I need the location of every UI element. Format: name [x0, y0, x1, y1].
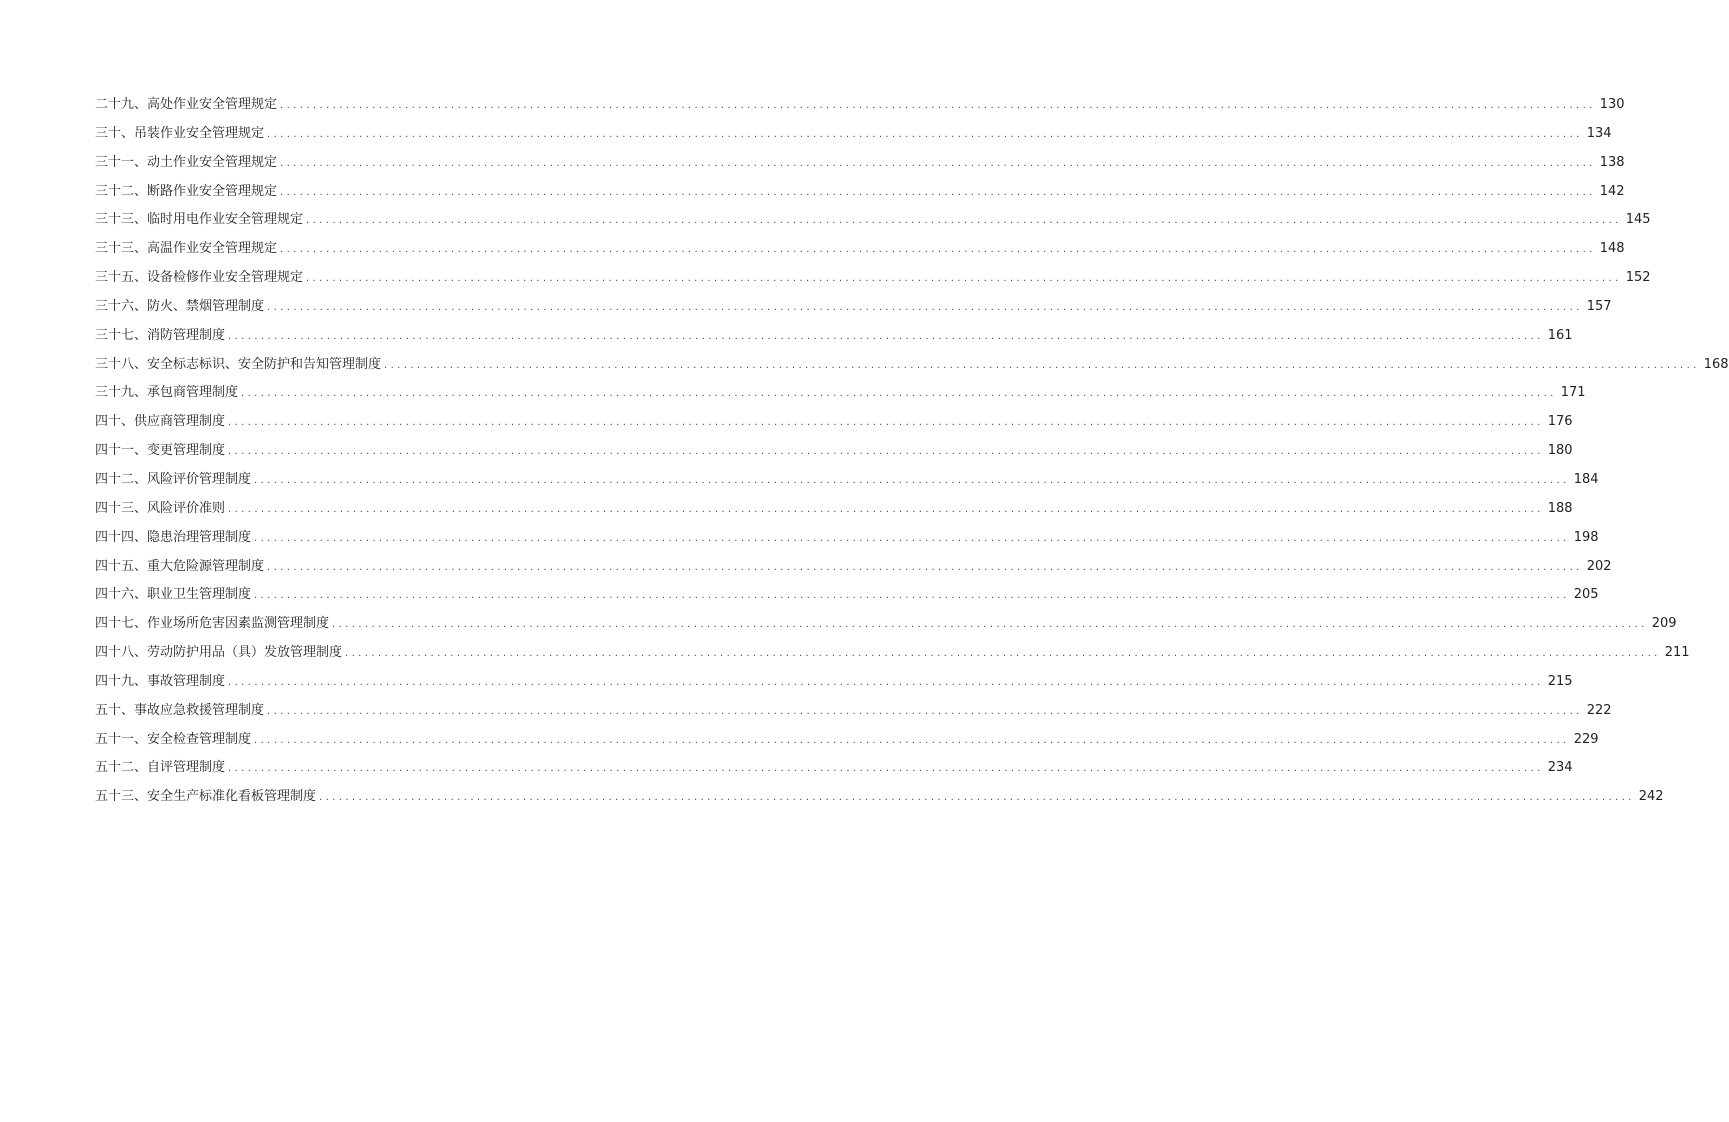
toc-entry[interactable]: [95, 499, 1573, 528]
toc-entry-page: 161: [1547, 327, 1573, 343]
dot-leader: ........................................................................................................................................................................................................: [267, 705, 1583, 717]
toc-entry-page: 209: [1651, 616, 1677, 632]
dot-leader: ........................................................................................................................................................................................................: [267, 561, 1583, 573]
toc-entry-title: 三十三、高温作业安全管理规定: [95, 241, 278, 257]
dot-leader: ........................................................................................................................................................................................................: [267, 128, 1583, 140]
dot-leader: ........................................................................................................................................................................................................: [228, 446, 1544, 458]
dot-leader: ........................................................................................................................................................................................................: [241, 388, 1557, 400]
toc-entry-page: 157: [1586, 298, 1612, 314]
toc-entry-page: 222: [1586, 702, 1612, 718]
dot-leader: ........................................................................................................................................................................................................: [280, 100, 1596, 111]
dot-leader: ........................................................................................................................................................................................................: [319, 792, 1635, 804]
toc-entry-title: 四十一、变更管理制度: [95, 443, 226, 459]
dot-leader: ........................................................................................................................................................................................................: [267, 301, 1583, 313]
toc-entry-title: 二十九、高处作业安全管理规定: [95, 97, 278, 112]
toc-entry-title: 五十、事故应急救援管理制度: [95, 702, 265, 718]
toc-entry[interactable]: [95, 701, 1612, 730]
dot-leader: ........................................................................................................................................................................................................: [228, 417, 1544, 429]
toc-entry-page: 148: [1599, 241, 1625, 257]
toc-entry-page: 130: [1599, 97, 1625, 112]
toc-entry-title: 四十五、重大危险源管理制度: [95, 558, 265, 574]
toc-entry[interactable]: [95, 470, 1599, 499]
toc-entry[interactable]: [95, 557, 1612, 586]
dot-leader: ........................................................................................................................................................................................................: [228, 763, 1544, 775]
toc-entry-title: 三十九、承包商管理制度: [95, 385, 239, 401]
toc-entry[interactable]: [95, 153, 1625, 182]
toc-entry-page: 180: [1547, 443, 1573, 459]
toc-entry[interactable]: [95, 614, 1677, 643]
toc-entry-page: 229: [1573, 731, 1599, 747]
toc-entry-page: 188: [1547, 500, 1573, 516]
dot-leader: ........................................................................................................................................................................................................: [306, 273, 1622, 285]
toc-entry-page: 205: [1573, 587, 1599, 603]
toc-entry-title: 四十八、劳动防护用品（具）发放管理制度: [95, 645, 343, 661]
dot-leader: ........................................................................................................................................................................................................: [228, 330, 1544, 342]
toc-entry-page: 142: [1599, 183, 1625, 199]
toc-entry[interactable]: [95, 441, 1573, 470]
toc-entry[interactable]: [95, 787, 1664, 816]
dot-leader: ........................................................................................................................................................................................................: [280, 244, 1596, 256]
toc-entry-title: 四十七、作业场所危害因素监测管理制度: [95, 616, 330, 632]
toc-entry[interactable]: [95, 239, 1625, 268]
dot-leader: ........................................................................................................................................................................................................: [228, 676, 1544, 688]
dot-leader: ........................................................................................................................................................................................................: [332, 619, 1648, 631]
toc-entry-page: 202: [1586, 558, 1612, 574]
toc-entry[interactable]: [95, 672, 1573, 701]
toc-entry[interactable]: [95, 326, 1573, 355]
toc-entry-title: 三十五、设备检修作业安全管理规定: [95, 270, 304, 286]
toc-entry-title: 四十三、风险评价准则: [95, 500, 226, 516]
dot-leader: ........................................................................................................................................................................................................: [254, 474, 1570, 486]
dot-leader: ........................................................................................................................................................................................................: [254, 532, 1570, 544]
toc-entry[interactable]: [95, 730, 1599, 759]
toc-entry-title: 五十三、安全生产标准化看板管理制度: [95, 789, 317, 805]
toc-entry[interactable]: [95, 95, 1625, 124]
toc-entry[interactable]: [95, 758, 1573, 787]
toc-entry[interactable]: [95, 210, 1651, 239]
toc-entry[interactable]: [95, 528, 1599, 557]
toc-entry-page: 134: [1586, 125, 1612, 141]
toc-entry-page: 198: [1573, 529, 1599, 545]
dot-leader: ........................................................................................................................................................................................................: [384, 359, 1700, 371]
toc-entry-page: 184: [1573, 471, 1599, 487]
dot-leader: ........................................................................................................................................................................................................: [254, 734, 1570, 746]
toc-entry[interactable]: [95, 643, 1690, 672]
toc-entry[interactable]: [95, 182, 1625, 211]
toc-entry-title: 三十八、安全标志标识、安全防护和告知管理制度: [95, 356, 382, 372]
toc-entry-title: 三十六、防火、禁烟管理制度: [95, 298, 265, 314]
dot-leader: ........................................................................................................................................................................................................: [280, 186, 1596, 198]
dot-leader: ........................................................................................................................................................................................................: [228, 503, 1544, 515]
dot-leader: ........................................................................................................................................................................................................: [345, 648, 1661, 660]
toc-entry-title: 四十二、风险评价管理制度: [95, 471, 252, 487]
toc-entry[interactable]: [95, 412, 1573, 441]
toc-entry-title: 四十六、职业卫生管理制度: [95, 587, 252, 603]
toc-entry-page: 138: [1599, 154, 1625, 170]
toc-entry-page: 176: [1547, 414, 1573, 430]
toc-entry-title: 三十一、动土作业安全管理规定: [95, 154, 278, 170]
toc-entry-page: 234: [1547, 760, 1573, 776]
toc-entry-page: 171: [1560, 385, 1586, 401]
toc-entry-page: 215: [1547, 673, 1573, 689]
toc-entry-page: 168: [1703, 356, 1729, 372]
toc-entry-title: 四十四、隐患治理管理制度: [95, 529, 252, 545]
toc-entry-title: 三十、吊装作业安全管理规定: [95, 125, 265, 141]
toc-entry-title: 五十一、安全检查管理制度: [95, 731, 252, 747]
dot-leader: ........................................................................................................................................................................................................: [254, 590, 1570, 602]
toc-entry-title: 四十、供应商管理制度: [95, 414, 226, 430]
toc-entry-page: 211: [1664, 645, 1690, 661]
toc-entry[interactable]: [95, 355, 1729, 384]
toc-entry-title: 四十九、事故管理制度: [95, 673, 226, 689]
toc-entry-page: 152: [1625, 270, 1651, 286]
toc-entry-title: 五十二、自评管理制度: [95, 760, 226, 776]
toc-entry[interactable]: [95, 268, 1651, 297]
toc-entry-title: 三十三、临时用电作业安全管理规定: [95, 212, 304, 228]
dot-leader: ........................................................................................................................................................................................................: [280, 157, 1596, 169]
table-of-contents: [95, 95, 1729, 816]
toc-entry-page: 242: [1638, 789, 1664, 805]
toc-entry[interactable]: [95, 297, 1612, 326]
toc-entry-title: 三十二、断路作业安全管理规定: [95, 183, 278, 199]
toc-entry[interactable]: [95, 124, 1612, 153]
toc-entry-title: 三十七、消防管理制度: [95, 327, 226, 343]
toc-entry-page: 145: [1625, 212, 1651, 228]
toc-entry[interactable]: [95, 383, 1586, 412]
toc-entry[interactable]: [95, 585, 1599, 614]
dot-leader: ........................................................................................................................................................................................................: [306, 215, 1622, 227]
